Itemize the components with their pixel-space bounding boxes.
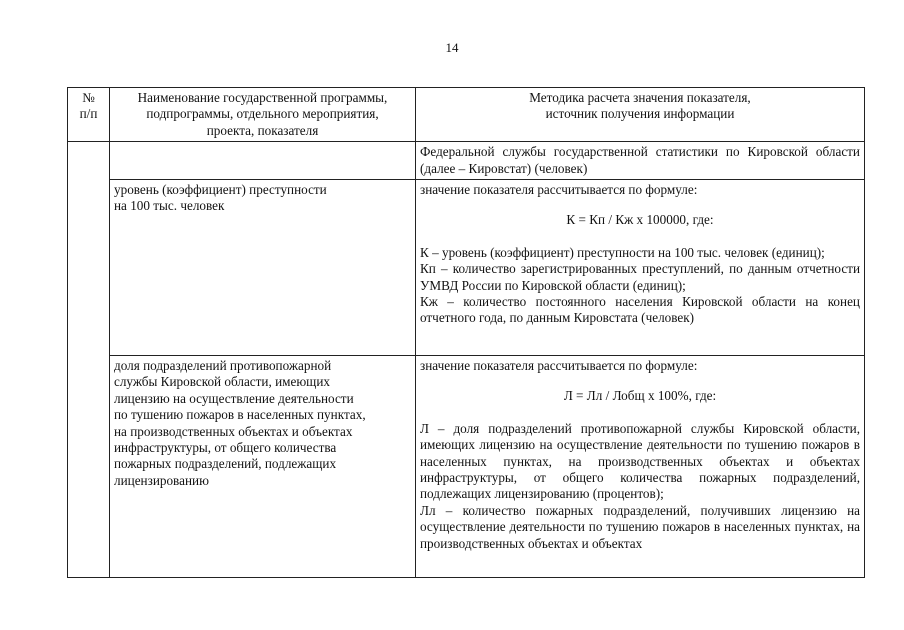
row-number-cell [68, 142, 110, 578]
row-method-cell [416, 180, 865, 356]
definition: Лл – количество пожарных подразделений, получивших лицензию на осуществление деятельности по тушению пожаров в населенных пунктах, на производственных объектах и объектах [420, 502, 860, 551]
row-method-cell [416, 356, 865, 578]
table-row [68, 142, 865, 180]
table-row [68, 180, 865, 356]
row-name-cell [110, 142, 416, 180]
table-header-row [68, 88, 865, 142]
table-row [68, 356, 865, 578]
definition: Кж – количество постоянного населения Кировской области на конец отчетного года, по данным Кировстата (человек) [420, 294, 860, 326]
method-intro: значение показателя рассчитывается по формуле: [420, 358, 698, 374]
header-name: Наименование государственной программы, подпрограммы, отдельного мероприятия, проекта, показателя [110, 88, 416, 142]
row-name-cell: доля подразделений противопожарной службы Кировской области, имеющих лицензию на осуществление деятельности по тушению пожаров в населенных пунктах, на производственных объектах и объектах инфраструктуры, от общего количества пожарных подразделений, подлежащих лицензированию [110, 356, 416, 578]
definition: К – уровень (коэффициент) преступности на 100 тыс. человек (единиц); [420, 244, 825, 260]
row-name-cell: уровень (коэффициент) преступности на 100 тыс. человек [110, 180, 416, 356]
formula: Л = Лл / Лобщ х 100%, где: [563, 388, 717, 404]
definition: Л – доля подразделений противопожарной службы Кировской области, имеющих лицензию на осуществление деятельности по тушению пожаров в населенных пунктах, на производственных объектах и объектах инфраструктуры, от общего количества пожарных подразделений, подлежащих лицензированию (процентов); [420, 420, 860, 502]
indicator-table [67, 87, 865, 578]
method-intro: значение показателя рассчитывается по формуле: [420, 182, 698, 198]
formula: К = Кп / Кж х 100000, где: [566, 212, 714, 228]
header-method: Методика расчета значения показателя, источник получения информации [416, 88, 865, 142]
page-number: 14 [445, 40, 459, 55]
header-number: № п/п [68, 88, 110, 142]
definition: Кп – количество зарегистрированных преступлений, по данным отчетности УМВД России по Кировской области (единиц); [420, 261, 860, 293]
row-method-cell: Федеральной службы государственной статистики по Кировской области (далее – Кировстат) (человек) [416, 142, 865, 180]
